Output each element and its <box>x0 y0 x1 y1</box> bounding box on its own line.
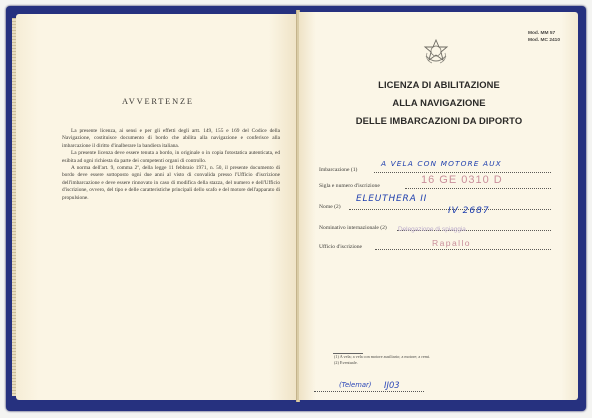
stamped-registration-number: 16 GE 0310 D <box>421 174 503 186</box>
warning-paragraph-2: La presente licenza deve essere tenuta a bordo, in originale o in copia fotostatica autenticata, ed esibita ad ogni richiesta da parte dei competenti organi di controllo. <box>62 150 280 164</box>
document-title-line-1: LICENZA DI ABILITAZIONE <box>378 79 500 90</box>
signature-line <box>314 391 424 392</box>
field-label-vessel-name: Nome (2) <box>319 204 341 210</box>
field-line <box>374 172 551 173</box>
model-code-1: Mod. MM 57 <box>528 31 556 36</box>
field-label-registration-number: Sigla e numero d'iscrizione <box>319 183 380 189</box>
stamped-registration-office: Rapallo <box>432 238 471 248</box>
handwritten-vessel-name: ELEUTHERA II <box>356 194 428 204</box>
document-title-line-2: ALLA NAVIGAZIONE <box>392 97 486 108</box>
left-page <box>16 14 297 400</box>
field-label-international-call-sign: Nominativo internazionale (2) <box>319 225 387 231</box>
handwritten-note-telemar: (Telemar) <box>339 381 372 389</box>
footnote-1: (1) A vela; a vela con motore ausiliario; a motore; a remi. <box>334 354 431 359</box>
footnote-2: (2) Eventuale. <box>334 360 358 365</box>
handwritten-vessel-type: A VELA CON MOTORE AUX <box>381 159 502 168</box>
field-label-vessel-type: Imbarcazione (1) <box>319 167 358 173</box>
document-title-line-3: DELLE IMBARCAZIONI DA DIPORTO <box>355 115 523 126</box>
stamped-delegation: Delegazione di spiaggia <box>398 226 466 233</box>
handwritten-call-sign: IV 2687 <box>448 206 490 216</box>
field-vessel-name <box>319 197 551 211</box>
field-line <box>405 188 551 189</box>
field-line <box>375 249 551 250</box>
handwritten-note-code: IJ03 <box>384 380 400 390</box>
warning-paragraph-3: A norma dell'art. 9, comma 2º, della legge 11 febbraio 1971, n. 50, il presente documento di bordo deve essere sottoposto ogni due anni al visto di convalida presso l'Ufficio d'iscrizione dell'imbarcazione e deve essere rinnovato in caso di modifica della stazza, del numero e dell'Ufficio d'iscrizione, ovvero, del tipo e delle caratteristiche principali dello scafo e del motore dell'apparato di propulsione. <box>62 165 280 201</box>
model-code-2: Mod. MC 2410 <box>528 38 560 43</box>
italian-republic-emblem-icon <box>421 38 451 66</box>
warnings-body <box>62 128 280 202</box>
warning-paragraph-1: La presente licenza, ai sensi e per gli effetti degli artt. 149, 155 e 169 del Codice della Navigazione, costituisce documento di bordo che abilita alla navigazione e conferisce alla imbarcazione il diritto d'inalberare la bandiera italiana. <box>62 128 280 149</box>
warnings-title: AVVERTENZE <box>122 97 194 106</box>
field-label-registration-office: Ufficio d'iscrizione <box>319 244 362 250</box>
